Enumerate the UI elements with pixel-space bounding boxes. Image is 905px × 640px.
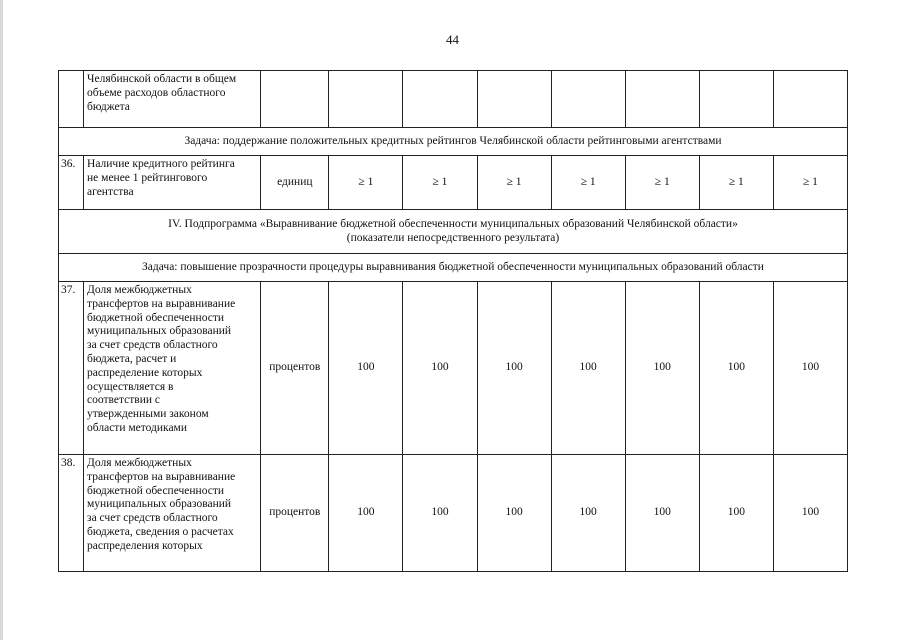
indicator-name [84, 455, 261, 572]
indicator-name-line: муниципальных образований [87, 325, 232, 338]
value-cell [329, 71, 403, 128]
value-cell [773, 71, 847, 128]
value-cell: 100 [551, 282, 625, 455]
unit-cell: процентов [261, 282, 329, 455]
value-cell: 100 [403, 455, 477, 572]
value-cell: 100 [329, 455, 403, 572]
indicator-name [84, 71, 261, 128]
value-cell [403, 71, 477, 128]
value-cell: 100 [699, 282, 773, 455]
indicator-name-line: трансфертов на выравнивание [87, 297, 236, 310]
indicator-name-line: не менее 1 рейтингового [87, 171, 208, 184]
row-number: 36. [59, 156, 84, 210]
indicator-name [84, 282, 261, 455]
table-row-37 [59, 282, 848, 455]
value-cell: ≥ 1 [477, 156, 551, 210]
value-cell: 100 [625, 282, 699, 455]
unit-cell: процентов [261, 455, 329, 572]
value-cell: ≥ 1 [699, 156, 773, 210]
indicators-table [58, 70, 848, 572]
indicator-name-line: распределения которых [87, 539, 203, 552]
indicator-name-line: области методиками [87, 421, 187, 434]
value-cell [551, 71, 625, 128]
value-cell: 100 [477, 282, 551, 455]
section-heading [59, 210, 848, 254]
value-cell [699, 71, 773, 128]
indicator-name-line: трансфертов на выравнивание [87, 470, 236, 483]
indicator-name-line: Доля межбюджетных [87, 284, 192, 296]
indicator-name-line: соответствии с [87, 394, 160, 407]
value-cell [477, 71, 551, 128]
indicator-name-line: бюджета, сведения о расчетах [87, 525, 234, 538]
value-cell: 100 [625, 455, 699, 572]
indicator-name-line: осуществляется в [87, 380, 174, 393]
row-number [59, 71, 84, 128]
indicator-name-line: распределение которых [87, 366, 203, 379]
value-cell: ≥ 1 [329, 156, 403, 210]
indicator-name-line: агентства [87, 185, 134, 198]
indicators-table-wrap [58, 70, 848, 572]
indicator-name-line: объеме расходов областного [87, 86, 226, 99]
section-subtitle: (показатели непосредственного результата) [346, 231, 560, 244]
indicator-name-line: бюджета [87, 100, 130, 113]
value-cell: 100 [403, 282, 477, 455]
value-cell: ≥ 1 [625, 156, 699, 210]
indicator-name-line: Наличие кредитного рейтинга [87, 158, 235, 170]
value-cell: ≥ 1 [403, 156, 477, 210]
task-row [59, 128, 848, 156]
table-row-38 [59, 455, 848, 572]
task-row [59, 254, 848, 282]
task-text: Задача: повышение прозрачности процедуры выравнивания бюджетной обеспеченности муниципальных образований области [59, 254, 848, 282]
value-cell: ≥ 1 [773, 156, 847, 210]
section-title: IV. Подпрограмма «Выравнивание бюджетной обеспеченности муниципальных образований Челябинской области» [168, 217, 738, 230]
value-cell: 100 [551, 455, 625, 572]
unit-cell: единиц [261, 156, 329, 210]
indicator-name-line: муниципальных образований [87, 498, 232, 511]
indicator-name-line: Доля межбюджетных [87, 457, 192, 469]
table-row-continued [59, 71, 848, 128]
value-cell: 100 [699, 455, 773, 572]
indicator-name-line: утвержденными законом [87, 408, 209, 421]
value-cell: 100 [773, 282, 847, 455]
indicator-name [84, 156, 261, 210]
value-cell [625, 71, 699, 128]
row-number: 37. [59, 282, 84, 455]
indicator-name-line: бюджетной обеспеченности [87, 484, 225, 497]
table-row-36 [59, 156, 848, 210]
indicator-name-line: за счет средств областного [87, 512, 218, 525]
task-text: Задача: поддержание положительных кредитных рейтингов Челябинской области рейтинговыми агентствами [59, 128, 848, 156]
indicator-name-line: за счет средств областного [87, 339, 218, 352]
page-number: 44 [446, 32, 459, 47]
value-cell: ≥ 1 [551, 156, 625, 210]
indicator-name-line: бюджета, расчет и [87, 352, 177, 365]
indicator-name-line: Челябинской области в общем [87, 73, 237, 85]
page-edge [0, 0, 3, 640]
indicator-name-line: бюджетной обеспеченности [87, 311, 225, 324]
value-cell: 100 [477, 455, 551, 572]
unit-cell [261, 71, 329, 128]
section-row [59, 210, 848, 254]
value-cell: 100 [329, 282, 403, 455]
row-number: 38. [59, 455, 84, 572]
value-cell: 100 [773, 455, 847, 572]
